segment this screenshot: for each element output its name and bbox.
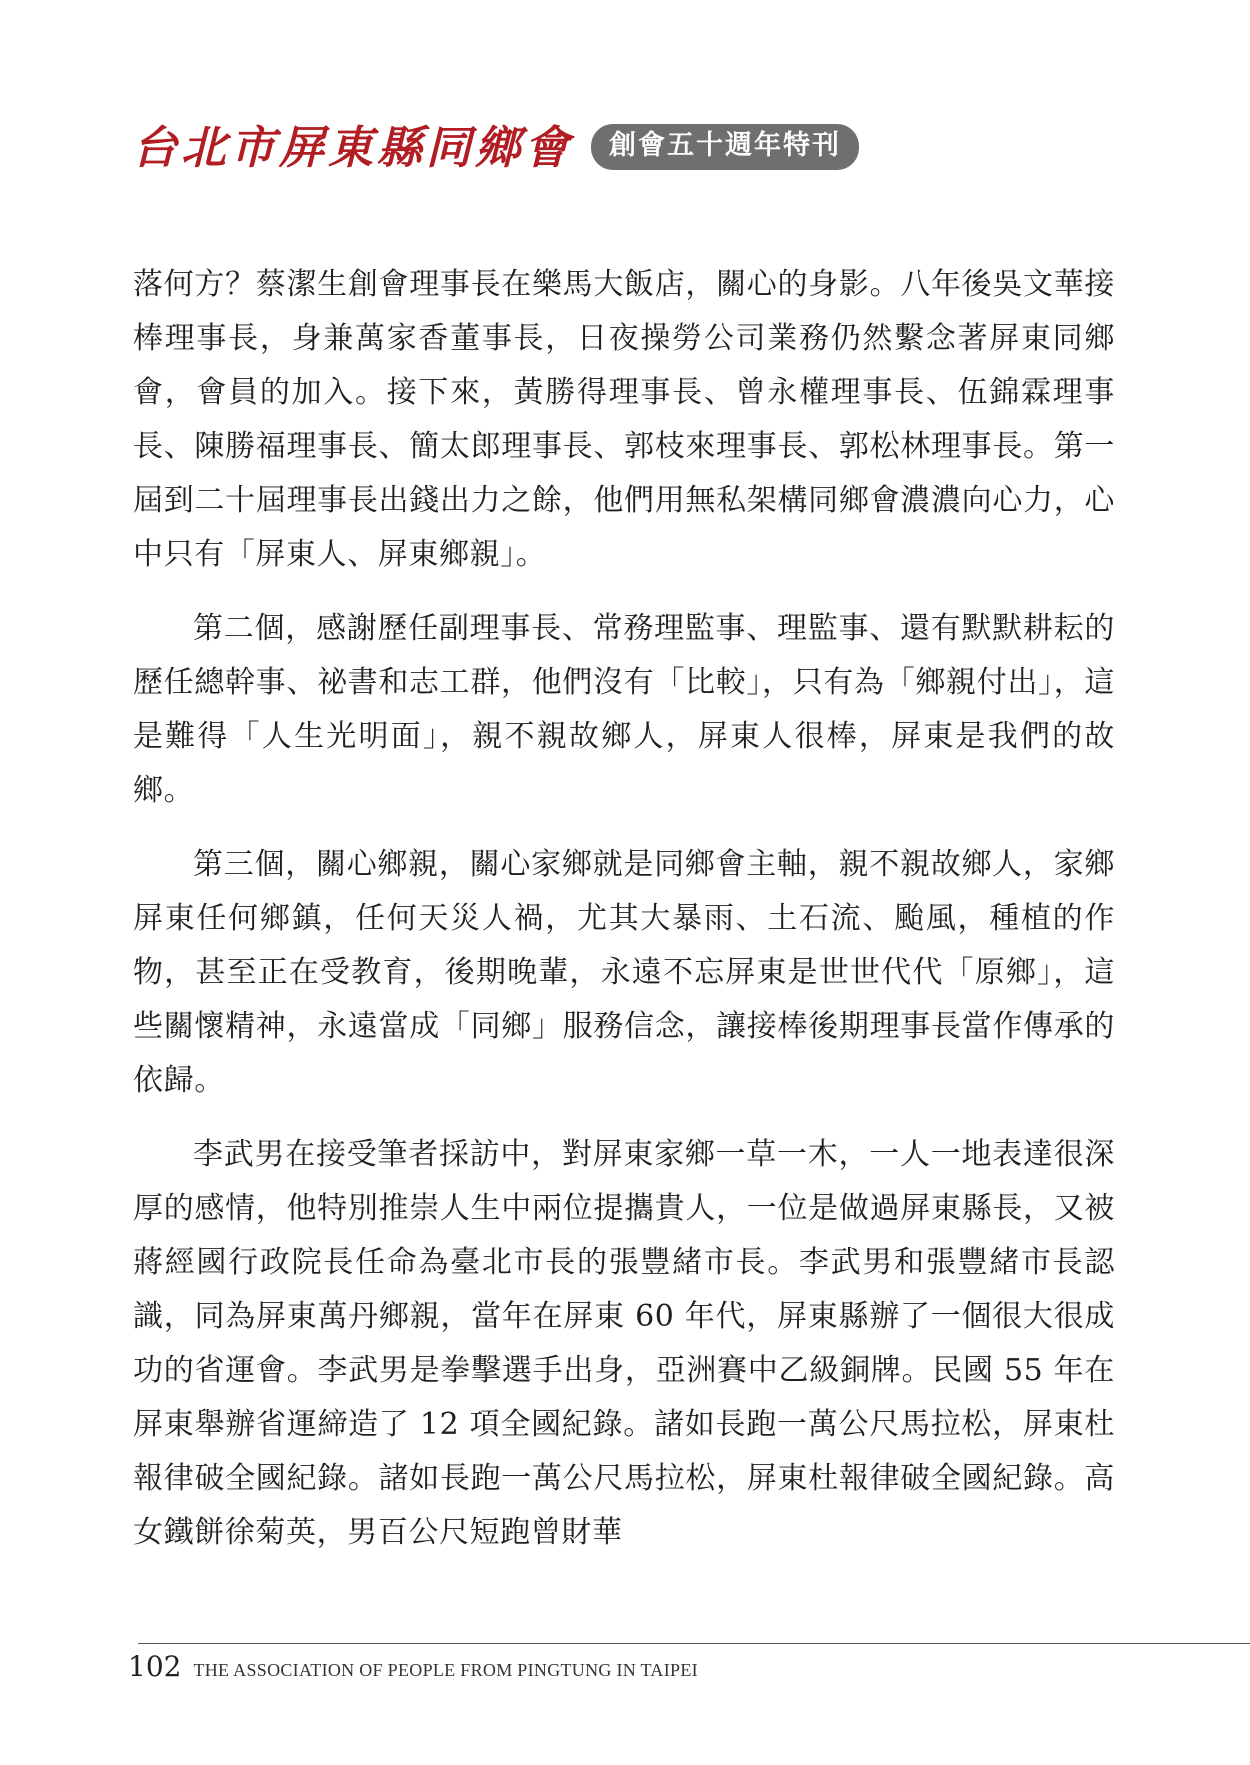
- publication-name: THE ASSOCIATION OF PEOPLE FROM PINGTUNG IN TAIPEI: [193, 1660, 698, 1680]
- association-title: 台北市屏東縣同鄉會: [132, 120, 574, 174]
- article-body: [133, 258, 1115, 1560]
- special-issue-badge: 創會五十週年特刊: [591, 124, 859, 169]
- page-header: [132, 112, 859, 182]
- paragraph-3: 第三個，關心鄉親，關心家鄉就是同鄉會主軸，親不親故鄉人，家鄉屏東任何鄉鎮，任何天災人禍，尤其大暴雨、土石流、颱風，種植的作物，甚至正在受教育，後期晚輩，永遠不忘屏東是世世代代「原鄉」，這些關懷精神，永遠當成「同鄉」服務信念，讓接棒後期理事長當作傳承的依歸。: [133, 847, 1115, 1098]
- paragraph-4: 李武男在接受筆者採訪中，對屏東家鄉一草一木，一人一地表達很深厚的感情，他特別推崇人生中兩位提攜貴人，一位是做過屏東縣長，又被蔣經國行政院長任命為臺北市長的張豐緒市長。李武男和張豐緒市長認識，同為屏東萬丹鄉親，當年在屏東 60 年代，屏東縣辦了一個很大很成功的省運會。李武男是拳擊選手出身，亞洲賽中乙級銅牌。民國 55 年在屏東舉辦省運締造了 12 項全國紀錄。諸如長跑一萬公尺馬拉松，屏東杜報律破全國紀錄。諸如長跑一萬公尺馬拉松，屏東杜報律破全國紀錄。高女鐵餅徐菊英，男百公尺短跑曾財華: [133, 1137, 1115, 1550]
- page-footer: [128, 1650, 698, 1683]
- footer-divider: [138, 1643, 1250, 1644]
- paragraph-1: 落何方？蔡潔生創會理事長在樂馬大飯店，關心的身影。八年後吳文華接棒理事長，身兼萬家香董事長，日夜操勞公司業務仍然繫念著屏東同鄉會，會員的加入。接下來，黃勝得理事長、曾永權理事長、伍錦霖理事長、陳勝福理事長、簡太郎理事長、郭枝來理事長、郭松林理事長。第一屆到二十屆理事長出錢出力之餘，他們用無私架構同鄉會濃濃向心力，心中只有「屏東人、屏東鄉親」。: [133, 267, 1115, 572]
- paragraph-2: 第二個，感謝歷任副理事長、常務理監事、理監事、還有默默耕耘的歷任總幹事、祕書和志工群，他們沒有「比較」，只有為「鄉親付出」，這是難得「人生光明面」，親不親故鄉人，屏東人很棒，屏東是我們的故鄉。: [133, 611, 1115, 808]
- page-number: 102: [128, 1650, 182, 1683]
